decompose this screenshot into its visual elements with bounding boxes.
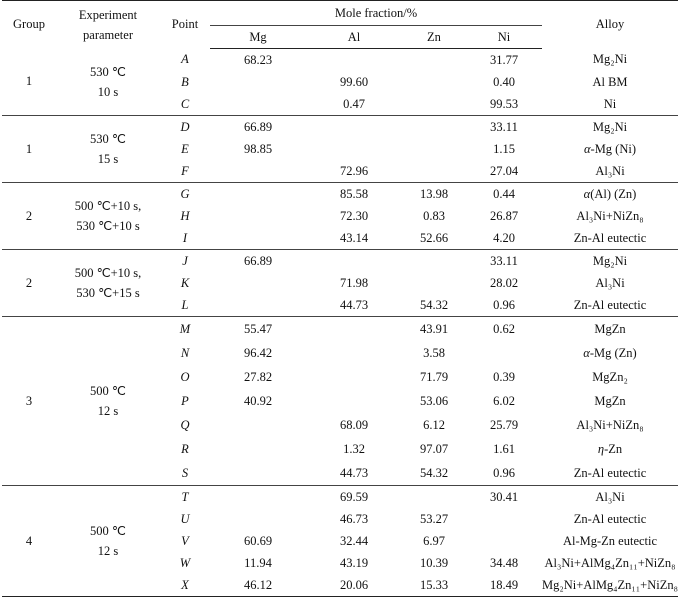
parameter-line1: 530 ℃ — [90, 64, 126, 79]
al-value: 43.14 — [339, 230, 369, 245]
zn-value: 6.97 — [423, 533, 445, 548]
point-header: Point — [171, 17, 199, 32]
al-value: 46.73 — [339, 511, 369, 526]
ni-value: 30.41 — [489, 489, 519, 504]
table-header — [2, 1, 678, 49]
al-value: 44.73 — [339, 297, 369, 312]
parameter-line2: 530 ℃+15 s — [76, 286, 140, 300]
mg-value — [210, 93, 306, 116]
group-block — [2, 317, 678, 486]
experiment-header-line2: parameter — [83, 27, 133, 42]
al-value: 69.59 — [339, 489, 369, 504]
group-block — [2, 250, 678, 317]
al-value — [306, 49, 402, 72]
point-label: O — [180, 369, 190, 384]
alloy-value: Al₃Ni — [595, 275, 625, 290]
zn-value: 54.32 — [419, 465, 449, 480]
ni-value — [466, 341, 542, 365]
mg-value — [210, 413, 306, 437]
ni-value: 0.40 — [493, 74, 515, 89]
ni-value: 99.53 — [489, 96, 519, 111]
mg-value: 66.89 — [243, 253, 273, 268]
parameter-line2: 10 s — [97, 84, 119, 99]
ni-value: 0.44 — [493, 186, 515, 201]
point-label: Q — [180, 417, 190, 432]
mg-value — [210, 486, 306, 509]
parameter-line2: 15 s — [97, 152, 119, 166]
mg-value: 98.85 — [243, 141, 273, 156]
mg-value: 68.23 — [243, 52, 273, 67]
alloy-value: Mg₂Ni — [592, 52, 628, 67]
table-row — [2, 183, 678, 206]
al-header: Al — [306, 26, 402, 49]
experiment-parameter — [56, 250, 160, 317]
point-label: H — [180, 208, 190, 223]
alloy-value: Al BM — [592, 74, 628, 89]
parameter-line1: 530 ℃ — [90, 132, 126, 146]
mg-value: 46.12 — [243, 577, 273, 592]
zn-value — [402, 250, 466, 273]
al-value: 1.32 — [343, 441, 365, 456]
mg-value — [210, 437, 306, 461]
mg-value: 66.89 — [243, 119, 273, 134]
parameter-line2: 12 s — [97, 544, 119, 558]
al-value: 68.09 — [339, 417, 369, 432]
alloy-value: MgZn — [594, 393, 626, 408]
zn-value — [402, 272, 466, 294]
zn-value — [402, 49, 466, 72]
point-label: I — [182, 230, 188, 245]
alloy-value: MgZn — [594, 321, 626, 336]
al-value — [306, 365, 402, 389]
ni-value: 26.87 — [489, 208, 519, 223]
point-label: P — [181, 393, 189, 408]
point-label: G — [180, 186, 190, 201]
zn-value — [402, 93, 466, 116]
experiment-parameter — [56, 183, 160, 250]
parameter-line1: 500 ℃ — [90, 384, 126, 398]
ni-value: 27.04 — [489, 163, 519, 178]
group-number: 2 — [25, 208, 33, 223]
zn-value: 52.66 — [419, 230, 449, 245]
mg-value — [210, 294, 306, 317]
point-label: K — [180, 275, 190, 290]
zn-value: 15.33 — [419, 577, 449, 592]
mg-value — [210, 183, 306, 206]
table-row — [2, 486, 678, 509]
alloy-value: Al-Mg-Zn eutectic — [562, 533, 658, 548]
alloy-value: Al₃Ni+NiZn₈ — [576, 417, 644, 432]
parameter-line1: 500 ℃+10 s, — [74, 199, 142, 213]
zn-value — [402, 160, 466, 183]
mg-value: 60.69 — [243, 533, 273, 548]
ni-value: 1.61 — [493, 441, 515, 456]
al-value: 43.19 — [339, 555, 369, 570]
al-value: 99.60 — [339, 74, 369, 89]
zn-value: 43.91 — [419, 321, 449, 336]
alloy-header: Alloy — [595, 17, 625, 32]
parameter-line2: 530 ℃+10 s — [76, 219, 140, 233]
alloy-value: Al₃Ni — [595, 163, 625, 178]
al-value: 85.58 — [339, 186, 369, 201]
point-label: L — [181, 297, 189, 312]
point-label: S — [181, 465, 189, 480]
parameter-line1: 500 ℃+10 s, — [74, 266, 142, 280]
point-label: T — [181, 489, 189, 504]
group-number: 2 — [25, 275, 33, 290]
point-label: M — [179, 321, 191, 336]
zn-value: 10.39 — [419, 555, 449, 570]
table-row — [2, 317, 678, 342]
ni-value: 34.48 — [489, 555, 519, 570]
alloy-value: Zn-Al eutectic — [573, 297, 647, 312]
mg-value: 27.82 — [243, 369, 273, 384]
zn-header: Zn — [402, 26, 466, 49]
alloy-value: Zn-Al eutectic — [573, 511, 647, 526]
ni-value: 33.11 — [490, 253, 518, 268]
mg-value: 40.92 — [243, 393, 273, 408]
mg-value — [210, 71, 306, 93]
al-value: 44.73 — [339, 465, 369, 480]
ni-value: 0.39 — [493, 369, 515, 384]
ni-value: 0.96 — [493, 465, 515, 480]
experiment-header-line1: Experiment — [78, 7, 138, 22]
al-value — [306, 116, 402, 139]
alloy-value: Mg₂Ni — [592, 253, 628, 268]
zn-value: 6.12 — [423, 417, 445, 432]
point-label: A — [181, 52, 189, 67]
ni-value: 6.02 — [493, 393, 515, 408]
alloy-value: Zn-Al eutectic — [573, 230, 647, 245]
experiment-parameter-header — [56, 1, 160, 49]
zn-value — [402, 116, 466, 139]
group-number: 4 — [25, 533, 33, 548]
al-value: 72.96 — [339, 163, 369, 178]
ni-value: 1.15 — [493, 141, 515, 156]
mg-value: 55.47 — [243, 321, 273, 336]
point-label: D — [180, 119, 190, 134]
al-value: 72.30 — [339, 208, 369, 223]
alloy-value: Mg₂Ni — [592, 119, 628, 134]
mg-value — [210, 272, 306, 294]
alloy-value: Al₃Ni+AlMg₄Zn₁₁+NiZn₈ — [544, 555, 676, 570]
al-value: 32.44 — [339, 533, 369, 548]
al-value: 0.47 — [343, 96, 365, 111]
ni-value: 0.62 — [493, 321, 515, 336]
al-value: 71.98 — [339, 275, 369, 290]
zn-value — [402, 71, 466, 93]
zn-value: 0.83 — [423, 208, 445, 223]
zn-value: 13.98 — [419, 186, 449, 201]
al-value — [306, 341, 402, 365]
point-label: U — [180, 511, 190, 526]
mg-value — [210, 227, 306, 250]
al-value — [306, 250, 402, 273]
experiment-parameter — [56, 317, 160, 486]
zn-value: 53.06 — [419, 393, 449, 408]
mg-value: 11.94 — [244, 555, 272, 570]
alloy-value: Al₃Ni+NiZn₈ — [576, 208, 644, 223]
parameter-line1: 500 ℃ — [90, 524, 126, 538]
ni-value: 25.79 — [489, 417, 519, 432]
experiment-parameter — [56, 49, 160, 116]
ni-value: 18.49 — [489, 577, 519, 592]
point-label: E — [181, 141, 189, 156]
ni-value — [466, 530, 542, 552]
group-header: Group — [13, 17, 45, 32]
al-value — [306, 389, 402, 413]
ni-value: 31.77 — [489, 52, 519, 67]
point-label: R — [181, 441, 189, 456]
mg-value — [210, 205, 306, 227]
ni-value: 28.02 — [489, 275, 519, 290]
zn-value: 3.58 — [423, 345, 445, 360]
group-block — [2, 116, 678, 183]
experiment-parameter — [56, 116, 160, 183]
point-label: F — [181, 163, 189, 178]
group-number: 1 — [25, 74, 33, 89]
mg-value — [210, 160, 306, 183]
mole-fraction-header: Mole fraction/% — [210, 1, 542, 26]
table-row — [2, 49, 678, 72]
mg-value — [210, 508, 306, 530]
alloy-value: Al₃Ni — [595, 489, 625, 504]
alloy-value: Ni — [603, 96, 617, 111]
experiment-parameter — [56, 486, 160, 597]
group-block — [2, 183, 678, 250]
zn-value: 54.32 — [419, 297, 449, 312]
zn-value — [402, 138, 466, 160]
point-label: X — [181, 577, 189, 592]
composition-table — [2, 0, 678, 597]
group-block — [2, 49, 678, 116]
point-label: V — [181, 533, 189, 548]
al-value: 20.06 — [339, 577, 369, 592]
alloy-value: α(Al) (Zn) — [583, 186, 637, 201]
zn-value: 97.07 — [419, 441, 449, 456]
al-value — [306, 138, 402, 160]
ni-value: 4.20 — [493, 230, 515, 245]
zn-value: 71.79 — [419, 369, 449, 384]
point-label: W — [179, 555, 191, 570]
ni-header: Ni — [466, 26, 542, 49]
point-label: J — [182, 253, 188, 268]
alloy-value: Zn-Al eutectic — [573, 465, 647, 480]
ni-value — [466, 508, 542, 530]
group-number: 1 — [25, 141, 33, 156]
alloy-value: α-Mg (Ni) — [583, 141, 637, 156]
ni-value: 33.11 — [490, 119, 518, 134]
mg-header: Mg — [210, 26, 306, 49]
table-row — [2, 116, 678, 139]
point-label: B — [181, 74, 189, 89]
alloy-value: MgZn₂ — [592, 369, 628, 384]
point-label: C — [180, 96, 190, 111]
point-label: N — [180, 345, 190, 360]
al-value — [306, 317, 402, 342]
group-block — [2, 486, 678, 597]
mg-value — [210, 461, 306, 486]
zn-value: 53.27 — [419, 511, 449, 526]
ni-value: 0.96 — [493, 297, 515, 312]
mg-value: 96.42 — [243, 345, 273, 360]
zn-value — [402, 486, 466, 509]
table-row — [2, 250, 678, 273]
alloy-value: Mg₂Ni+AlMg₄Zn₁₁+NiZn₈ — [542, 577, 678, 592]
alloy-value: η-Zn — [597, 441, 623, 456]
alloy-value: α-Mg (Zn) — [583, 345, 637, 360]
parameter-line2: 12 s — [97, 404, 119, 418]
group-number: 3 — [25, 393, 33, 408]
